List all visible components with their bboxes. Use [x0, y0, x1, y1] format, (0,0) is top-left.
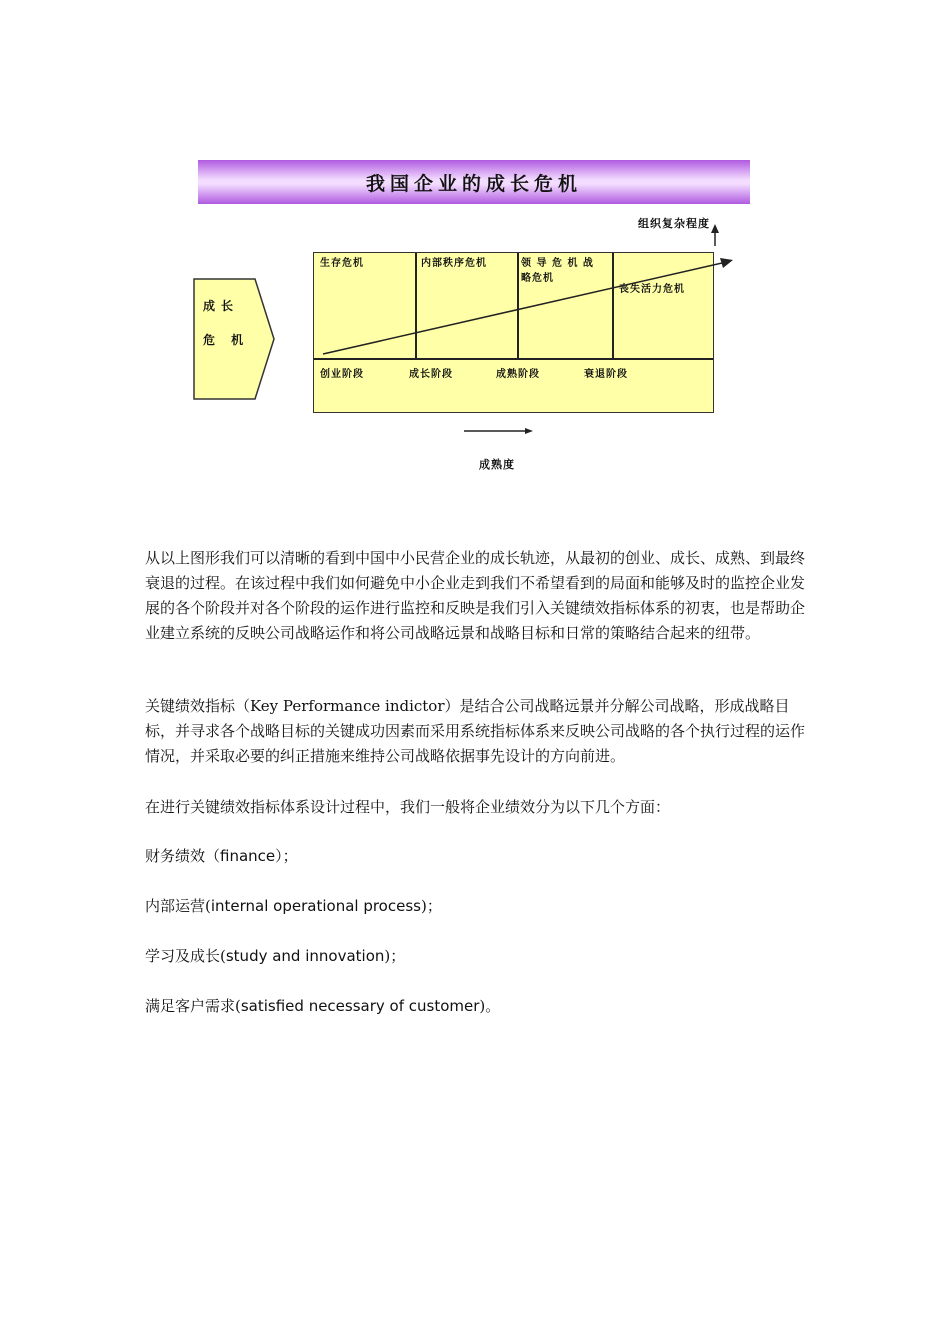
paragraph-intro — [145, 546, 805, 646]
y-axis-label: 组织复杂程度 — [638, 217, 710, 230]
stage-label-growth: 成长阶段 — [409, 369, 453, 380]
aspect-en: study and innovation — [225, 947, 385, 965]
y-axis-arrowhead — [711, 224, 719, 233]
stage-label-maturity: 成熟阶段 — [496, 369, 540, 380]
aspect-finance — [145, 844, 298, 869]
aspect-zh: 满足客户需求( — [145, 997, 241, 1015]
aspect-internal-operations — [145, 894, 442, 919]
aspect-customer — [145, 994, 500, 1019]
growth-trend-arrowhead — [720, 258, 733, 268]
left-box-line2: 危 机 — [203, 333, 250, 347]
aspect-tail: )； — [420, 897, 442, 915]
figure-title: 我国企业的成长危机 — [365, 172, 582, 195]
aspect-tail: )。 — [479, 997, 501, 1015]
figure-arrows — [0, 0, 950, 500]
left-box-line1: 成长 — [203, 299, 240, 313]
aspect-tail: ）； — [275, 847, 298, 865]
aspect-zh: 财务绩效（ — [145, 847, 221, 865]
aspect-en: satisfied necessary of customer — [240, 997, 480, 1015]
paragraph-text: 在进行关键绩效指标体系设计过程中，我们一般将企业绩效分为以下几个方面： — [145, 798, 671, 816]
paragraph-text: 关键绩效指标（Key Performance indictor）是结合公司战略远景并分解公司战略，形成战略目标，并寻求各个战略目标的关键成功因素而采用系统指标体系来反映公司战略的各个执行过程的运作情况，并采取必要的纠正措施来维持公司战略依据事先设计的方向前进。 — [145, 697, 806, 765]
stage-label-startup: 创业阶段 — [320, 369, 364, 380]
paragraph-kpi-definition — [145, 694, 805, 769]
crisis-label-vitality: 丧失活力危机 — [619, 284, 685, 295]
paragraph-aspects-intro — [145, 795, 805, 820]
crisis-label-internal-order: 内部秩序危机 — [421, 258, 487, 269]
aspect-en: internal operational process — [210, 897, 421, 915]
growth-crisis-figure — [0, 0, 950, 500]
aspect-zh: 学习及成长( — [145, 947, 226, 965]
x-axis-arrowhead — [525, 428, 533, 434]
stage-label-decline: 衰退阶段 — [584, 369, 628, 380]
aspect-learning-growth — [145, 944, 405, 969]
crisis-label-survival: 生存危机 — [320, 258, 364, 269]
aspect-en: finance — [220, 847, 276, 865]
paragraph-text: 从以上图形我们可以清晰的看到中国中小民营企业的成长轨迹，从最初的创业、成长、成熟、到最终衰退的过程。在该过程中我们如何避免中小企业走到我们不希望看到的局面和能够及时的监控企业发展的各个阶段并对各个阶段的运作进行监控和反映是我们引入关键绩效指标体系的初衷，也是帮助企业建立系统的反映公司战略运作和将公司战略远景和战略目标和日常的策略结合起来的纽带。 — [145, 549, 806, 642]
growth-trend-line — [323, 263, 722, 354]
aspect-tail: )； — [384, 947, 406, 965]
x-axis-label: 成熟度 — [479, 458, 515, 471]
crisis-label-leadership: 领 导 危 机 战 略危机 — [521, 258, 594, 284]
aspect-zh: 内部运营( — [145, 897, 211, 915]
